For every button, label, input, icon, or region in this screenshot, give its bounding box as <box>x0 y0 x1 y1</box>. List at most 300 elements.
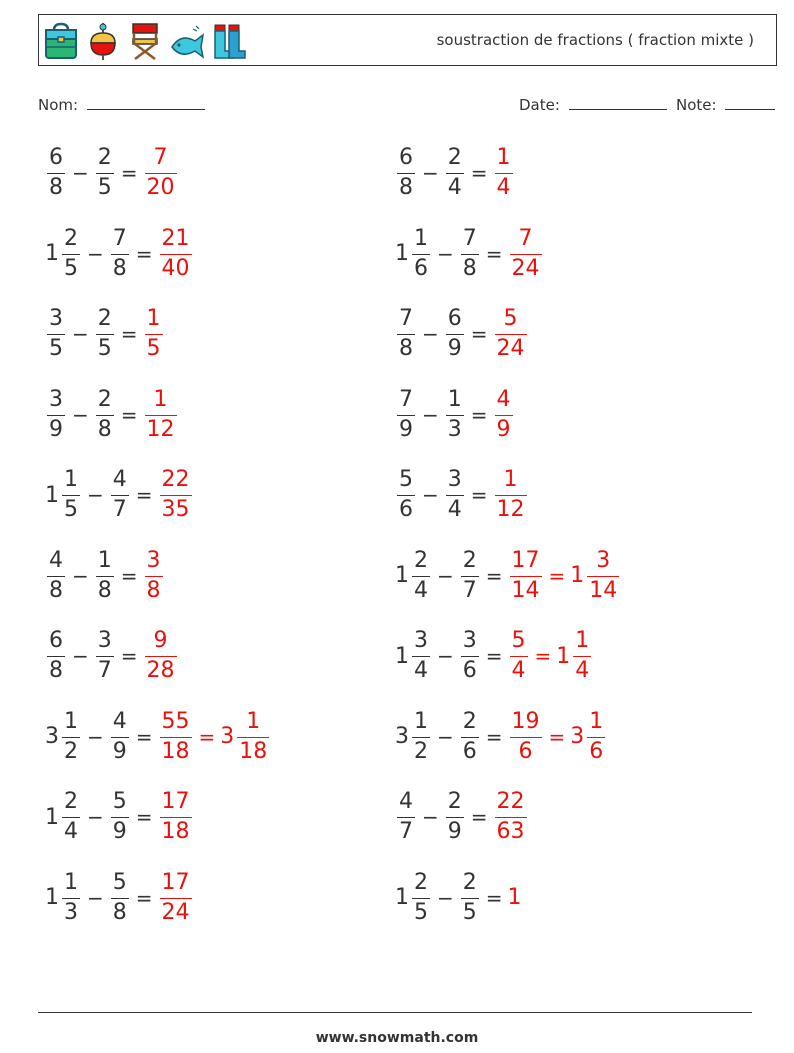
equals-sign: = <box>470 483 488 507</box>
minuend-numerator: 7 <box>399 386 413 412</box>
subtrahend-numerator: 7 <box>112 225 127 251</box>
minuend-fraction-bar <box>412 254 430 255</box>
minuend-denominator: 8 <box>49 658 63 683</box>
answer-denominator: 20 <box>146 175 175 200</box>
answer-fraction-bar <box>237 737 269 738</box>
minuend-numerator: 7 <box>399 306 413 331</box>
subtrahend-fraction <box>446 791 464 843</box>
subtrahend-fraction <box>111 225 129 281</box>
answer <box>508 225 544 281</box>
subtrahend-fraction <box>446 386 464 442</box>
minuend-fraction-bar <box>397 495 415 496</box>
answer <box>493 308 529 360</box>
minuend-numerator: 2 <box>414 869 428 895</box>
subtrahend-denominator: 7 <box>112 497 127 522</box>
subtrahend-denominator: 5 <box>97 336 112 361</box>
answer-fraction-bar <box>587 576 619 577</box>
subtrahend-denominator: 9 <box>447 819 462 844</box>
minus-sign: − <box>437 563 454 588</box>
worksheet-header <box>38 14 777 66</box>
minuend-denominator: 8 <box>49 577 63 603</box>
minuend-denominator: 5 <box>414 899 428 925</box>
answer <box>493 147 515 199</box>
answer-fraction-bar <box>145 656 177 657</box>
minuend-whole: 1 <box>395 563 409 588</box>
answer-fraction <box>495 791 527 843</box>
minuend-fraction <box>397 791 415 843</box>
minuend-numerator: 6 <box>399 145 413 170</box>
minuend-numerator: 5 <box>399 467 413 492</box>
subtrahend-fraction <box>111 791 129 843</box>
minuend-fraction <box>397 386 415 442</box>
header-icons <box>43 19 247 63</box>
answer-denominator: 24 <box>496 336 525 361</box>
answer-denominator: 14 <box>511 577 540 603</box>
subtrahend-denominator: 4 <box>447 175 462 200</box>
answer-numerator: 5 <box>511 628 526 653</box>
answer-fraction <box>160 469 192 521</box>
minuend-fraction-bar <box>412 656 430 657</box>
minuend-denominator: 6 <box>414 255 428 281</box>
answer-fraction-bar <box>145 173 177 174</box>
equals-sign: = <box>135 724 153 749</box>
minus-sign: − <box>72 563 89 588</box>
equals-sign: = <box>120 161 138 185</box>
answer-whole: 3 <box>220 724 235 749</box>
equals-sign: = <box>120 644 138 668</box>
answer-numerator: 5 <box>503 306 518 331</box>
answer-fraction-bar <box>160 254 192 255</box>
subtrahend-fraction-bar <box>111 898 129 899</box>
minuend-denominator: 8 <box>399 336 413 361</box>
subtrahend-fraction-bar <box>461 254 479 255</box>
minuend-fraction-bar <box>412 898 430 899</box>
answer <box>143 386 179 442</box>
minuend-numerator: 1 <box>64 869 78 895</box>
answer-equals-sign: = <box>198 724 216 749</box>
answer-fraction <box>145 308 163 360</box>
subtrahend-numerator: 2 <box>447 789 462 814</box>
answer-fraction <box>145 547 163 603</box>
camping-chair-icon <box>127 21 163 61</box>
minuend-numerator: 1 <box>64 708 78 734</box>
minus-sign: − <box>72 161 89 185</box>
minuend-fraction-bar <box>397 817 415 818</box>
minuend-fraction <box>62 469 80 521</box>
minuend-numerator: 2 <box>64 225 78 251</box>
problem-item <box>45 386 179 442</box>
minuend-fraction-bar <box>47 334 65 335</box>
equals-sign: = <box>120 322 138 346</box>
minus-sign: − <box>72 322 89 346</box>
subtrahend-fraction <box>96 630 114 682</box>
subtrahend-fraction-bar <box>446 173 464 174</box>
problem-item <box>45 225 194 281</box>
answer-numerator: 9 <box>153 628 168 653</box>
minuend-fraction-bar <box>412 576 430 577</box>
equals-sign: = <box>470 402 488 427</box>
minus-sign: − <box>87 483 104 507</box>
minuend-denominator: 3 <box>64 899 78 925</box>
subtrahend-numerator: 5 <box>112 869 127 895</box>
minuend-fraction <box>47 547 65 603</box>
subtrahend-fraction-bar <box>446 415 464 416</box>
problem-item <box>395 225 544 281</box>
minuend-fraction-bar <box>62 254 80 255</box>
subtrahend-fraction-bar <box>446 495 464 496</box>
answer-fraction-bar <box>145 576 163 577</box>
minuend-numerator: 2 <box>414 547 428 573</box>
minuend-fraction <box>397 308 415 360</box>
answer <box>158 708 272 764</box>
subtrahend-fraction-bar <box>461 576 479 577</box>
minus-sign: − <box>437 644 454 668</box>
answer-fraction <box>495 469 527 521</box>
answer-fraction <box>495 147 513 199</box>
equals-sign: = <box>485 724 503 749</box>
minus-sign: − <box>437 885 454 910</box>
minuend-denominator: 5 <box>64 255 78 281</box>
name-field <box>38 95 205 114</box>
minuend-fraction <box>47 630 65 682</box>
answer-numerator: 1 <box>246 708 261 734</box>
minuend-whole: 1 <box>45 885 59 910</box>
answer-denominator: 4 <box>511 658 526 683</box>
subtrahend-numerator: 4 <box>112 467 127 492</box>
problem-item <box>45 147 179 199</box>
minuend-fraction <box>47 386 65 442</box>
minuend-numerator: 1 <box>414 225 428 251</box>
subtrahend-denominator: 8 <box>97 577 112 603</box>
minuend-denominator: 4 <box>414 658 428 683</box>
minus-sign: − <box>437 241 454 266</box>
minuend-whole: 3 <box>395 724 409 749</box>
subtrahend-denominator: 8 <box>112 899 127 925</box>
minuend-denominator: 8 <box>49 175 63 200</box>
minuend-denominator: 9 <box>49 416 63 442</box>
subtrahend-fraction <box>461 547 479 603</box>
answer-whole: 3 <box>570 724 585 749</box>
minuend-fraction-bar <box>397 173 415 174</box>
score-field <box>676 95 775 114</box>
subtrahend-fraction-bar <box>96 415 114 416</box>
minuend-whole: 1 <box>45 482 59 508</box>
answer-denominator: 6 <box>589 738 604 764</box>
equals-sign: = <box>485 885 503 910</box>
answer-fraction <box>510 547 542 603</box>
answer-fraction <box>160 869 192 925</box>
minuend-whole: 1 <box>45 804 59 830</box>
answer-fraction-bar <box>573 656 591 657</box>
answer-denominator: 12 <box>146 416 175 442</box>
minuend-denominator: 5 <box>64 497 78 522</box>
answer-numerator: 1 <box>589 708 604 734</box>
answer-whole: 1 <box>507 885 522 910</box>
subtrahend-fraction-bar <box>111 737 129 738</box>
minuend-numerator: 6 <box>49 145 63 170</box>
answer <box>143 147 179 199</box>
minuend-denominator: 2 <box>414 738 428 764</box>
fish-icon <box>169 21 205 61</box>
answer-fraction <box>160 791 192 843</box>
answer-numerator: 17 <box>161 789 190 814</box>
answer-fraction <box>145 630 177 682</box>
minuend-fraction-bar <box>47 173 65 174</box>
minuend-fraction <box>397 469 415 521</box>
subtrahend-denominator: 8 <box>112 255 127 281</box>
minus-sign: − <box>422 402 439 427</box>
answer-numerator: 1 <box>146 306 161 331</box>
answer-denominator: 8 <box>146 577 161 603</box>
equals-sign: = <box>135 805 153 829</box>
answer-denominator: 5 <box>146 336 161 361</box>
minuend-numerator: 4 <box>399 789 413 814</box>
answer <box>158 225 194 281</box>
answer-fraction-bar <box>495 495 527 496</box>
subtrahend-fraction <box>96 308 114 360</box>
subtrahend-fraction <box>461 630 479 682</box>
answer-numerator: 1 <box>496 145 511 170</box>
minuend-fraction-bar <box>47 576 65 577</box>
equals-sign: = <box>470 322 488 346</box>
equals-sign: = <box>485 563 503 588</box>
minuend-fraction <box>62 869 80 925</box>
minuend-fraction <box>62 791 80 843</box>
answer-whole: 1 <box>556 643 571 669</box>
minus-sign: − <box>437 724 454 749</box>
minuend-denominator: 7 <box>399 819 413 844</box>
answer-denominator: 14 <box>589 577 618 603</box>
subtrahend-denominator: 9 <box>112 819 127 844</box>
subtrahend-fraction <box>96 386 114 442</box>
subtrahend-numerator: 3 <box>447 467 462 492</box>
minuend-fraction <box>412 225 430 281</box>
subtrahend-denominator: 5 <box>462 899 477 925</box>
subtrahend-denominator: 6 <box>462 658 477 683</box>
answer-numerator: 17 <box>161 869 190 895</box>
problem-item <box>395 869 523 925</box>
subtrahend-numerator: 2 <box>462 869 477 895</box>
subtrahend-numerator: 2 <box>97 386 112 412</box>
answer-fraction <box>495 308 527 360</box>
answer-numerator: 19 <box>511 708 540 734</box>
subtrahend-numerator: 2 <box>97 145 112 170</box>
answer-denominator: 18 <box>161 738 190 764</box>
answer-denominator: 18 <box>239 738 268 764</box>
minus-sign: − <box>72 402 89 427</box>
answer-denominator: 63 <box>496 819 525 844</box>
equals-sign: = <box>470 805 488 829</box>
subtrahend-fraction-bar <box>446 334 464 335</box>
minuend-fraction-bar <box>62 898 80 899</box>
minuend-numerator: 6 <box>49 628 63 653</box>
minus-sign: − <box>87 805 104 829</box>
answer <box>508 630 594 682</box>
minuend-numerator: 3 <box>414 628 428 653</box>
subtrahend-fraction <box>461 708 479 764</box>
minuend-numerator: 1 <box>64 467 78 492</box>
equals-sign: = <box>135 885 153 910</box>
minuend-denominator: 4 <box>64 819 78 844</box>
answer-fraction-bar <box>510 576 542 577</box>
problem-item <box>45 630 179 682</box>
subtrahend-denominator: 3 <box>447 416 462 442</box>
minuend-denominator: 4 <box>414 577 428 603</box>
subtrahend-numerator: 4 <box>112 708 127 734</box>
answer <box>493 469 529 521</box>
minuend-fraction-bar <box>47 415 65 416</box>
answer <box>143 630 179 682</box>
subtrahend-denominator: 5 <box>97 175 112 200</box>
minuend-fraction-bar <box>62 495 80 496</box>
problem-item <box>395 630 593 682</box>
subtrahend-fraction <box>446 308 464 360</box>
answer <box>493 386 515 442</box>
answer-fraction-bar <box>495 334 527 335</box>
answer-denominator: 35 <box>161 497 190 522</box>
date-line <box>569 95 667 110</box>
answer-numerator: 1 <box>153 386 168 412</box>
subtrahend-numerator: 1 <box>447 386 462 412</box>
answer-fraction <box>237 708 269 764</box>
subtrahend-fraction-bar <box>111 817 129 818</box>
answer-fraction-bar <box>160 817 192 818</box>
answer-denominator: 24 <box>511 255 540 281</box>
answer-numerator: 1 <box>503 467 518 492</box>
answer-fraction-bar <box>510 254 542 255</box>
subtrahend-denominator: 8 <box>462 255 477 281</box>
subtrahend-fraction <box>461 225 479 281</box>
minuend-fraction <box>412 630 430 682</box>
answer-numerator: 3 <box>146 547 161 573</box>
answer-fraction <box>510 225 542 281</box>
answer-denominator: 28 <box>146 658 175 683</box>
answer <box>143 547 165 603</box>
answer-fraction-bar <box>495 817 527 818</box>
toolbox-icon <box>43 21 79 61</box>
answer <box>158 791 194 843</box>
date-label: Date: <box>519 96 560 114</box>
minus-sign: − <box>422 483 439 507</box>
subtrahend-fraction-bar <box>96 173 114 174</box>
subtrahend-numerator: 2 <box>462 547 477 573</box>
subtrahend-fraction <box>461 869 479 925</box>
answer-fraction-bar <box>495 415 513 416</box>
minuend-denominator: 9 <box>399 416 413 442</box>
minuend-whole: 1 <box>45 241 59 266</box>
answer-fraction <box>160 225 192 281</box>
problem-item <box>395 469 529 521</box>
answer <box>158 869 194 925</box>
subtrahend-numerator: 3 <box>97 628 112 653</box>
answer-denominator: 6 <box>518 738 533 764</box>
minuend-fraction <box>412 869 430 925</box>
minus-sign: − <box>422 161 439 185</box>
answer <box>143 308 165 360</box>
problem-item <box>45 469 194 521</box>
answer-numerator: 3 <box>596 547 611 573</box>
answer-denominator: 4 <box>496 175 511 200</box>
answer-fraction <box>587 708 605 764</box>
subtrahend-numerator: 7 <box>462 225 477 251</box>
subtrahend-denominator: 6 <box>462 738 477 764</box>
answer-fraction <box>495 386 513 442</box>
answer-numerator: 22 <box>161 467 190 492</box>
subtrahend-fraction-bar <box>446 817 464 818</box>
answer <box>508 885 523 910</box>
subtrahend-fraction <box>96 547 114 603</box>
subtrahend-numerator: 2 <box>97 306 112 331</box>
problem-item <box>395 708 607 764</box>
problem-item <box>45 869 194 925</box>
minuend-denominator: 5 <box>49 336 63 361</box>
answer-fraction-bar <box>145 415 177 416</box>
minuend-numerator: 4 <box>49 547 63 573</box>
equals-sign: = <box>120 402 138 427</box>
minus-sign: − <box>72 644 89 668</box>
minuend-fraction <box>412 547 430 603</box>
minuend-numerator: 3 <box>49 306 63 331</box>
subtrahend-numerator: 5 <box>112 789 127 814</box>
answer-fraction-bar <box>587 737 605 738</box>
minuend-fraction-bar <box>62 737 80 738</box>
answer <box>508 708 608 764</box>
answer-fraction-bar <box>160 898 192 899</box>
problem-item <box>45 547 165 603</box>
minuend-numerator: 3 <box>49 386 63 412</box>
subtrahend-numerator: 3 <box>462 628 477 653</box>
subtrahend-denominator: 8 <box>97 416 112 442</box>
problem-item <box>45 791 194 843</box>
subtrahend-fraction-bar <box>96 334 114 335</box>
minuend-fraction <box>47 308 65 360</box>
minuend-fraction <box>62 708 80 764</box>
problem-item <box>45 308 165 360</box>
equals-sign: = <box>120 563 138 588</box>
minus-sign: − <box>422 322 439 346</box>
minuend-fraction <box>412 708 430 764</box>
problem-item <box>395 386 515 442</box>
answer-fraction <box>145 386 177 442</box>
minuend-denominator: 6 <box>399 497 413 522</box>
answer-fraction <box>587 547 619 603</box>
date-field <box>519 95 667 114</box>
answer-fraction <box>510 708 542 764</box>
subtrahend-fraction <box>111 869 129 925</box>
answer-equals-sign: = <box>534 644 552 668</box>
subtrahend-numerator: 2 <box>447 145 462 170</box>
minuend-fraction-bar <box>397 334 415 335</box>
answer-denominator: 24 <box>161 899 190 925</box>
subtrahend-fraction-bar <box>461 737 479 738</box>
answer <box>493 791 529 843</box>
answer-numerator: 4 <box>496 386 511 412</box>
answer-fraction-bar <box>160 737 192 738</box>
answer-denominator: 18 <box>161 819 190 844</box>
equals-sign: = <box>135 483 153 507</box>
answer-numerator: 22 <box>496 789 525 814</box>
subtrahend-fraction <box>111 469 129 521</box>
subtrahend-denominator: 9 <box>447 336 462 361</box>
answer-denominator: 4 <box>575 658 590 683</box>
minuend-fraction-bar <box>412 737 430 738</box>
minuend-numerator: 1 <box>414 708 428 734</box>
answer-equals-sign: = <box>548 563 566 588</box>
subtrahend-denominator: 7 <box>97 658 112 683</box>
answer-fraction-bar <box>510 656 528 657</box>
minus-sign: − <box>87 241 104 266</box>
minuend-fraction <box>62 225 80 281</box>
